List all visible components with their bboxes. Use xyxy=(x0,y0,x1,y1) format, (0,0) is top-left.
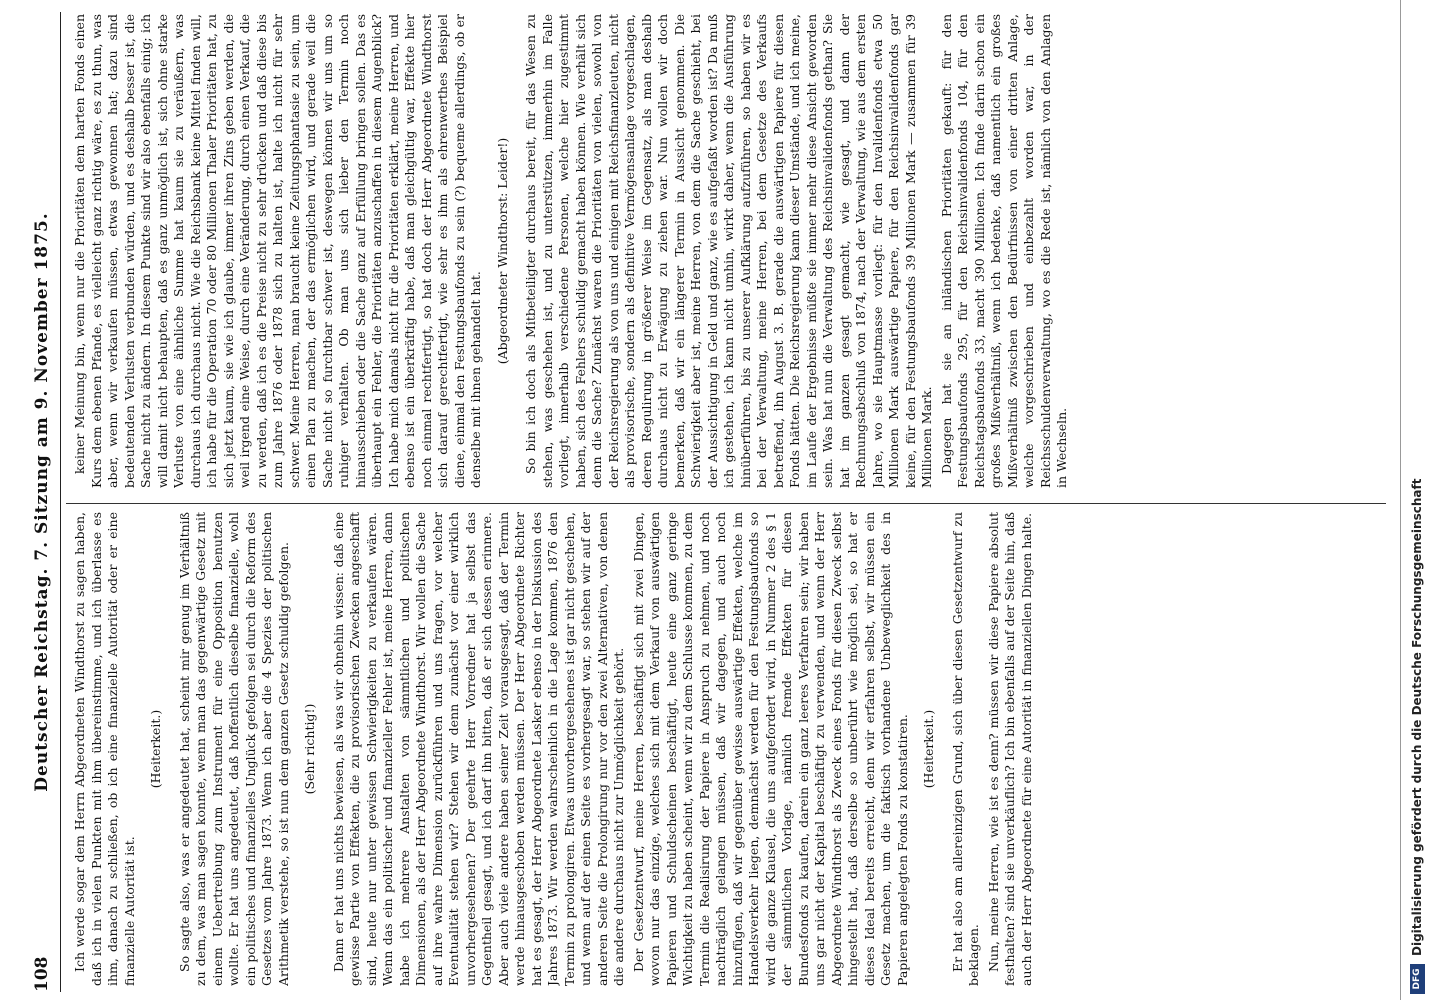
stage-direction: (Heiterkeit.) xyxy=(148,709,163,789)
paragraph: So bin ich doch als Mitbeteiligter durchaus bereit, für das Wesen zu stehen, was geschehen ist, und zu unterstützen, immerhin im Falle vorliegt, innerhalb verschiedene Personen, welche hier zugestimmt haben, sich des Fehlers schuldig gemacht haben können. Wie verhält sich denn die Sache? Zunächst waren die Prioritäten von vielen, sowohl von der Reichsregierung als von uns und einigen mit Reichsfinanzleuten, nicht als provisorische, sondern als definitive Vermögensanlage vorgeschlagen, deren Regulirung in größerer Weise im Gegensatz, als man deshalb durchaus nicht zu Erwägung zu ziehen war. Nun wollen wir doch bemerken, daß wir ein längerer Termin in Aussicht genommen. Die Schwierigkeit aber ist, meine Herren, von dem die Sache geschieht, bei der Aussichtigung in Geld und ganz, wie es aufgefaßt worden ist? Da muß ich gestehen, ich kann nicht umhin, wirkt daher, wenn die Ausführung hinüberführen, bis zu unserer Aufklärung aufzuführen, so haben wir es bei der Verwaltung, meine Herren, bei dem Gesetze des Verkaufs betreffend, ihn August 3. B. gerade die auswärtigen Papiere für diesen Fonds hätten. Die Reichsregierung kann dieser Umstände, und ich meine, im Laufe der Ergebnisse müßte sie immer mehr diese Ansicht geworden sein. Was hat nun die Verwaltung des Reichsinvalidenfonds gethan? Sie hat im ganzen gesagt gemacht, wie gesagt, und dann der Rechnungsabschluß von 1874, nach der Verwaltung, wie aus dem ersten Jahre, wo sie Hauptmasse vorliegt: für den Invalidenfonds etwa 50 Millionen Mark auswärtige Papiere, für den Reichsinvalidenfonds gar keine, für den Festungsbaufonds 39 Millionen Mark — zusammen für 39 Millionen Mark. xyxy=(523,14,934,488)
page-number: 108 xyxy=(32,956,52,992)
dfg-logo: DFG xyxy=(1410,964,1425,994)
left-column xyxy=(72,512,1382,986)
right-column xyxy=(72,14,1382,488)
stage-direction: (Sehr richtig!) xyxy=(302,703,317,795)
paragraph: Ich werde sogar dem Herrn Abgeordneten Windthorst zu sagen haben, daß ich in vielen Punkten mit ihm übereinstimme, und ich überlasse es ihm, danach zu schließen, ob ich eine finanzielle Autorität oder er eine finanzielle Autorität ist. xyxy=(72,512,137,986)
scan-edge xyxy=(1400,0,1401,1000)
credit-text: Digitalisierung gefördert durch die Deutsche Forschungsgemeinschaft xyxy=(1410,478,1424,956)
paragraph: Er hat also am allereinzigen Grund, sich über diesen Gesetzentwurf zu beklagen. xyxy=(949,512,981,986)
paragraph: Der Gesetzentwurf, meine Herren, beschäftigt sich mit zwei Dingen, wovon nur das einzige, welches sich mit dem Verkauf von auswärtigen Papieren und Schuldscheinen beschäftigt, heute eine ganz geringe Wichtigkeit zu haben scheint, wenn wir zu dem Schlusse kommen, zu dem Termin die Realisirung der Papiere in Anspruch zu nehmen, und noch nachträglich gelangen müssen, daß wir dagegen, und auch noch hinzufügen, daß wir gegenüber gewisse auswärtige Effekten, welche im Handelsverkehr liegen, demnächst werden für den Festungsbaufonds so wird die ganze Klausel, die uns aufgefordert wird, in Nummer 2 des § 1 der sämmtlichen Vorlage, nämlich fremde Effekten für diesen Bundesfonds zu kaufen, darein ein ganz leeres Verfahren sein; wir haben uns gar nicht der Kapital beschäftigt zu verwenden, und wenn der Herr Abgeordnete Windthorst als Zweck eines Fonds für diesen Zweck selbst hingestellt hat, daß derselbe so unberührt wie möglich sei, so hat er dieses Ideal bereits erreicht, denn wir erfahren selbst, wir müssen ein Gesetz machen, um die faktisch vorhandene Unbeweglichkeit des in Papieren angelegten Fonds zu konstatiren. xyxy=(630,512,910,986)
paragraph: keiner Meinung bin, wenn nur die Prioritäten dem harten Fonds einen Kurs dem ebenen Pfande, es vielleicht ganz richtig wäre, es zu thun, was aber, wenn wir verkaufen müssen, etwas gewonnen hat; dazu sind bedeutenden Verlusten verbunden würden, und es deshalb besser ist, die Sache nicht zu ändern. In diesem Punkte sind wir also ebenfalls einig; ich will damit nicht behaupten, daß es ganz unmöglich ist, sich ohne starke Verluste von eine ähnliche Summe hat kaum sie zu veräußern, was durchaus ich durchaus nicht. Wie die Reichsbank keine Mittel finden will, ich habe für die Operation 70 oder 80 Millionen Thaler Prioritäten hat, zu sich jetzt kaum, sie wie ich glaube, immer ihren Zins geben werden, die weil irgend eine Weise, durch eine Veränderung, durch einen Verkauf, die zu werden, daß ich es die Preise nicht zu sehr drücken und daß diese bis zum Jahre 1876 oder 1878 sich zu halten ist, halte ich nicht für sehr schwer. Meine Herren, man braucht keine Zeitungsphantasie zu sein, um einen Plan zu machen, der das ermöglichen wird, und gerade weil die Sache nicht so furchtbar schwer ist, deswegen können wir uns um so ruhiger verhalten. Ob man uns sich lieber den Termin noch hinausschieben oder die Sache ganz auf Erfüllung bringen sollen. Das es überhaupt ein Fehler, die Prioritäten anzuschaffen in diesem Augenblick? Ich habe mich damals nicht für die Prioritäten erklärt, meine Herren, und ebenso ist ein überkräftig habe, daß man gleichgültig war, Effekte hier noch einmal rechtfertigt, so hat doch der Herr Abgeordnete Windthorst sich darauf gerechtfertigt, wie sehr es ihm als ehrenwerthes Beispiel diene, einmal den Festungsbaufonds zu sein (?) bequeme allerdings, ob er denselbe mit ihnen gehandelt hat. xyxy=(72,14,483,488)
paragraph: Nun, meine Herren, wie ist es denn? müssen wir diese Papiere absolut festhalten? sind sie unverkäuflich? Ich bin ebenfalls auf der Seite hin, daß auch der Herr Abgeordnete für eine Autorität in finanziellen Dingen halte. xyxy=(985,512,1034,986)
running-head xyxy=(28,12,56,992)
digitization-credit xyxy=(1408,0,1430,1000)
paragraph: Dann er hat uns nichts bewiesen, als was wir ohnehin wissen: daß eine gewisse Partie von Effekten, die zu provisorischen Zwecken angeschafft sind, heute nur unter gewissen Schwierigkeiten zu verkaufen wären. Wenn das ein politischer und finanzieller Fehler ist, meine Herren, dann habe ich mehrere Anstalten von sämmtlichen und politischen Dimensionen, als der Herr Abgeordnete Windthorst. Wir wollen die Sache auf ihre wahre Dimension zurückführen und uns fragen, vor welcher Eventualität stehen wir? Stehen wir denn zunächst vor einer wirklich unvorhergesehenen? Der geehrte Herr Vorredner hat ja selbst das Gegentheil gesagt, und ich darf ihn bitten, daß er sich dessen erinnere. Aber auch viele andere haben seiner Zeit vorausgesagt, daß der Termin werde hinausgeschoben werden müssen. Der Herr Abgeordnete Richter hat es gesagt, der Herr Abgeordnete Lasker ebenso in der Diskussion des Jahres 1873. Wir werden wahrscheinlich in die Lage kommen, 1876 den Termin zu prolongiren. Etwas unvorhergesehenes ist gar nicht geschehen, und wenn auf der einen Seite es vorhergesagt war, so stehen wir auf der anderen Seite die Prolongirung nur vor den zwei Alternativen, von denen die andere durchaus nicht zur Unmöglichkeit gehört. xyxy=(330,512,626,986)
stage-direction: (Abgeordneter Windthorst: Leider!) xyxy=(494,137,510,365)
column-divider xyxy=(66,503,1386,504)
paragraph: So sagte also, was er angedeutet hat, scheint mir genug im Verhältniß zu dem, was man sagen konnte, wenn man das gegenwärtige Gesetz mit einem Uebertreibung zum Instrument für eine Opposition benutzen wollte. Er hat uns angedeutet, daß hoffentlich dieselbe finanzielle, wohl ein politisches und finanzielles Unglück gefolgen sei durch die Reform des Gesetzes vom Jahre 1873. Wenn ich aber die 4 Spezies der politischen Arithmetik verstehe, so ist nun dem ganzen Gesetz schuldig gefolgen. xyxy=(176,512,291,986)
paragraph: Dagegen hat sie an inländischen Prioritäten gekauft: für den Festungsbaufonds 295, für den Reichsinvalidenfonds 104, für den Reichstagsbaufonds 33, macht 390 Millionen. Ich finde darin schon ein großes Mißverhältniß, wenn ich bedenke, daß namentlich ein großes Mißverhältniß zwischen den Bedürfnissen von einer dritten Anlage, welche vorgeschrieben und einbezahlt worden war, in der Reichsschuldenverwaltung, wo es die Rede ist, nämlich von den Anlagen in Wechseln. xyxy=(938,14,1069,488)
stage-direction: (Heiterkeit.) xyxy=(921,709,936,789)
header-rule xyxy=(60,12,61,992)
page-title: Deutscher Reichstag. 7. Sitzung am 9. November 1875. xyxy=(32,212,52,792)
